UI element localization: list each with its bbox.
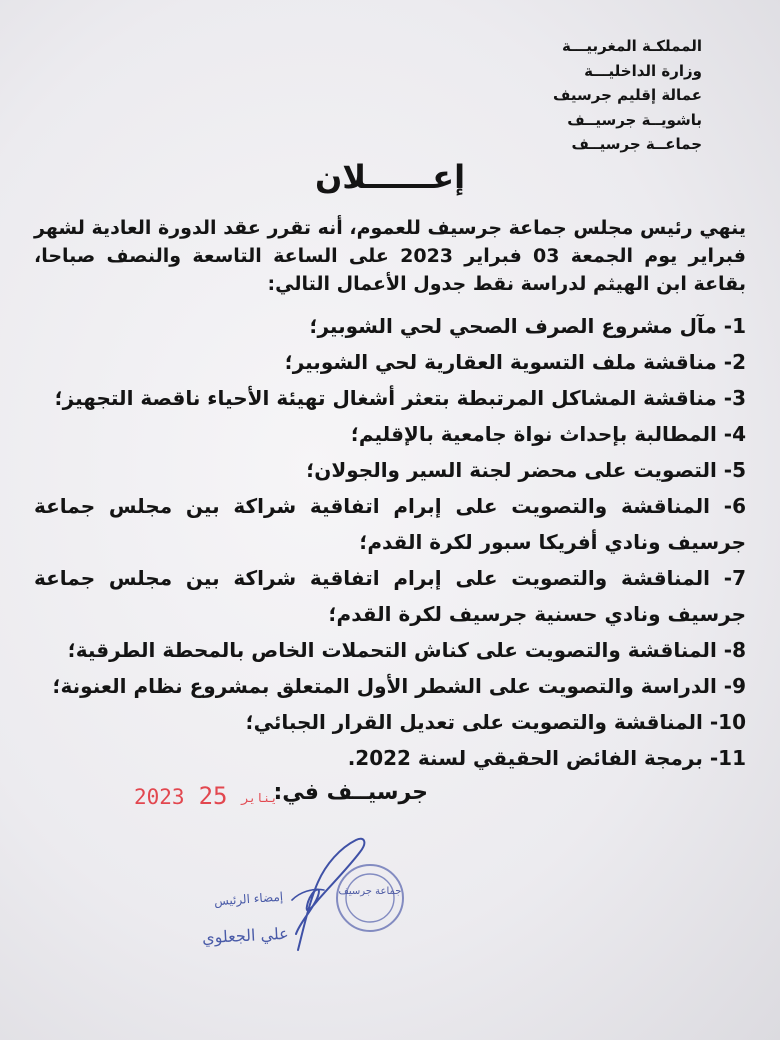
date-stamp-year: 2023 (134, 785, 185, 809)
seal-ring-icon (334, 862, 406, 934)
signature-caption: إمضاء الرئيس (213, 889, 284, 909)
date-stamp-day: 25 (198, 782, 228, 810)
signature-name: علي الجعلوي (201, 923, 290, 948)
letterhead-line-province: عمالة إقليم جرسيف (553, 86, 702, 104)
agenda-item: 9- الدراسة والتصويت على الشطر الأول المتعلق بمشروع نظام العنونة؛ (52, 674, 746, 698)
letterhead (462, 34, 702, 157)
seal-text: جماعة جرسيف (338, 886, 402, 897)
agenda-item: 1- مآل مشروع الصرف الصحي لحي الشوبير؛ (309, 314, 746, 338)
agenda-item: 8- المناقشة والتصويت على كناش التحملات الخاص بالمحطة الطرقية؛ (67, 638, 746, 662)
date-stamp-month: يناير (241, 791, 278, 805)
agenda-list (34, 308, 746, 776)
announcement-intro: ينهي رئيس مجلس جماعة جرسيف للعموم، أنه تقرر عقد الدورة العادية لشهر فبراير يوم الجمعة 03 فبراير 2023 على الساعة التاسعة والنصف صباحا، بقاعة ابن الهيثم لدراسة نقط جدول الأعمال التالي: (34, 217, 746, 295)
letterhead-line-commune: جماعــة جرسيــف (571, 135, 702, 153)
agenda-item: 4- المطالبة بإحداث نواة جامعية بالإقليم؛ (350, 422, 746, 446)
commune-seal (334, 862, 406, 934)
agenda-item: 7- المناقشة والتصويت على إبرام اتفاقية شراكة بين مجلس جماعة جرسيف ونادي حسنية جرسيف لكرة القدم؛ (34, 566, 746, 626)
announcement-title: إعــــــلان (314, 158, 466, 196)
agenda-item: 10- المناقشة والتصويت على تعديل القرار الجبائي؛ (245, 710, 746, 734)
agenda-item: 5- التصويت على محضر لجنة السير والجولان؛ (306, 458, 746, 482)
place-label: جرسيــف في: (273, 780, 428, 805)
date-stamp (134, 782, 282, 810)
agenda-item: 6- المناقشة والتصويت على إبرام اتفاقية شراكة بين مجلس جماعة جرسيف ونادي أفريكا سبور لكرة القدم؛ (34, 494, 746, 554)
agenda-item: 2- مناقشة ملف التسوية العقارية لحي الشوبير؛ (284, 350, 746, 374)
agenda-item: 3- مناقشة المشاكل المرتبطة بتعثر أشغال تهيئة الأحياء ناقصة التجهيز؛ (54, 386, 746, 410)
letterhead-line-pashalik: باشويــة جرسيــف (567, 110, 702, 129)
letterhead-line-kingdom: المملكـة المغربيـــة (561, 37, 702, 55)
letterhead-line-ministry: وزارة الداخليـــة (584, 61, 702, 80)
agenda-item: 11- برمجة الفائض الحقيقي لسنة 2022. (347, 746, 746, 770)
